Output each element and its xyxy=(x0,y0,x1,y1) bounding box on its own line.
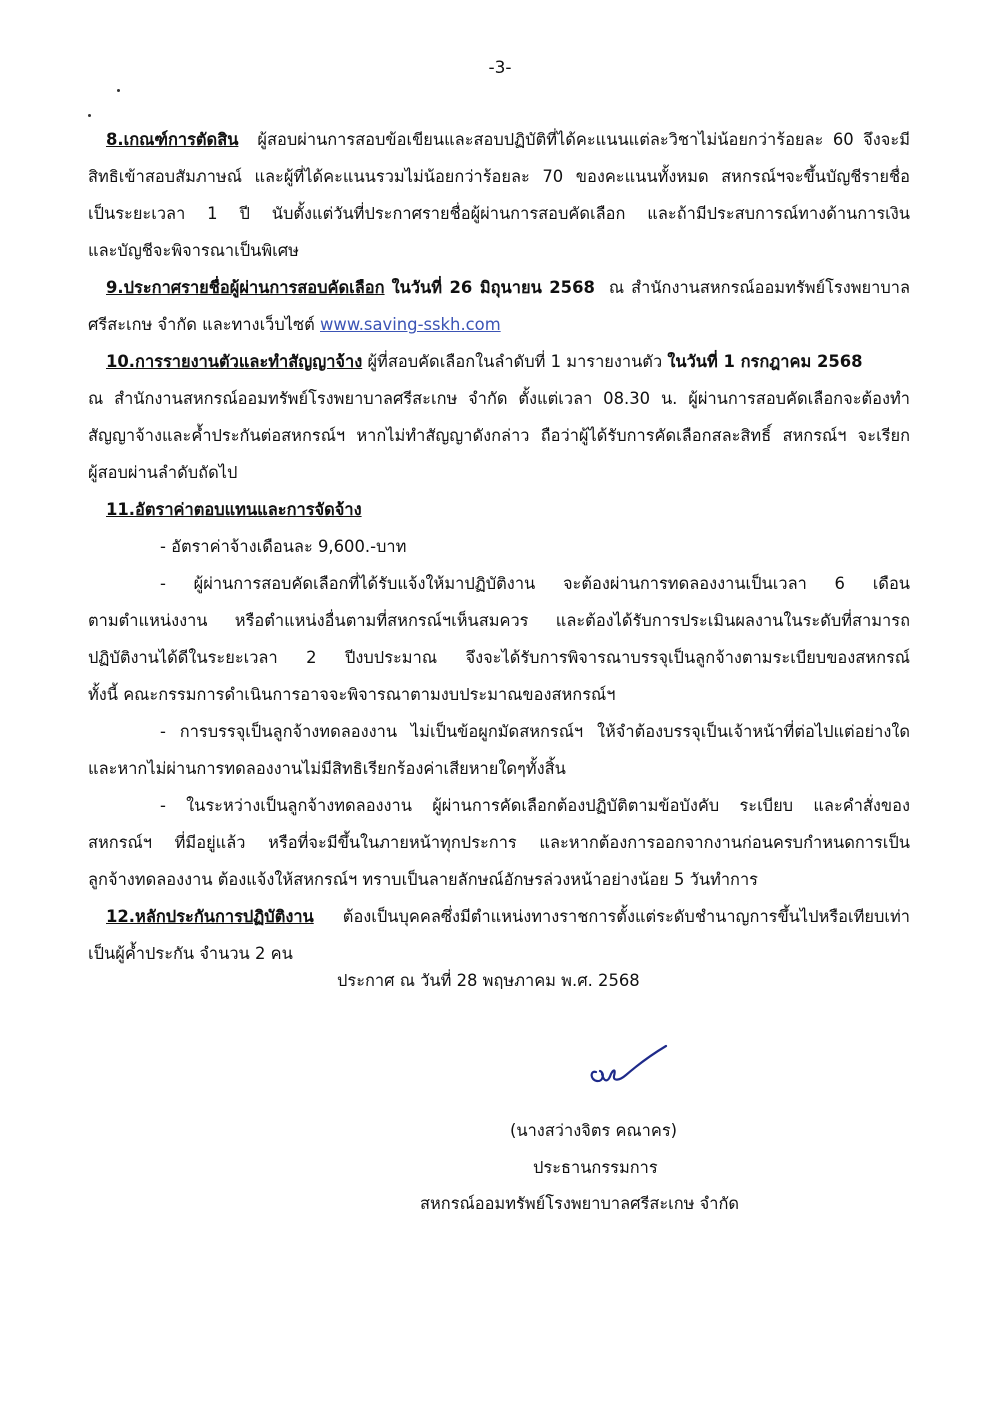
section-8-line xyxy=(88,121,910,158)
section-11-line xyxy=(88,491,910,528)
section-8-line: สิทธิเข้าสอบสัมภาษณ์ และผู้ที่ได้คะแนนรวมไม่น้อยกว่าร้อยละ 70 ของคะแนนทั้งหมด สหกรณ์ฯจะขึ้นบัญชีรายชื่อ xyxy=(88,167,910,186)
section-12-text: ต้องเป็นบุคคลซึ่งมีตำแหน่งทางราชการตั้งแต่ระดับชำนาญการขึ้นไปหรือเทียบเท่า xyxy=(342,907,910,926)
scan-speck xyxy=(88,114,91,117)
section-11-line: และหากไม่ผ่านการทดลองงานไม่มีสิทธิเรียกร้องค่าเสียหายใดๆทั้งสิ้น xyxy=(88,759,566,778)
section-10-line: ผู้สอบผ่านลำดับถัดไป xyxy=(88,463,238,482)
handwritten-signature xyxy=(586,1040,676,1090)
section-9-date: ในวันที่ 26 มิถุนายน 2568 xyxy=(391,278,595,297)
website-link[interactable]: www.saving-sskh.com xyxy=(320,315,501,334)
section-11-line: ลูกจ้างทดลองงาน ต้องแจ้งให้สหกรณ์ฯ ทราบเป็นลายลักษณ์อักษรล่วงหน้าอย่างน้อย 5 วันทำการ xyxy=(88,870,758,889)
section-10-line xyxy=(88,343,910,380)
section-9-line xyxy=(88,306,910,343)
section-11-bullet: - อัตราค่าจ้างเดือนละ 9,600.-บาท xyxy=(160,537,407,556)
section-11-line: ตามตำแหน่งงาน หรือตำแหน่งอื่นตามที่สหกรณ์ฯเห็นสมควร และต้องได้รับการประเมินผลงานในระดับที่สามารถ xyxy=(88,611,910,630)
scan-speck xyxy=(117,89,120,92)
section-12-line: เป็นผู้ค้ำประกัน จำนวน 2 คน xyxy=(88,944,293,963)
section-10-line: ณ สำนักงานสหกรณ์ออมทรัพย์โรงพยาบาลศรีสะเกษ จำกัด ตั้งแต่เวลา 08.30 น. ผู้ผ่านการสอบคัดเลือกจะต้องทำ xyxy=(88,389,910,408)
section-11-bullet: - ในระหว่างเป็นลูกจ้างทดลองงาน ผู้ผ่านการคัดเลือกต้องปฏิบัติตามข้อบังคับ ระเบียบ และคำสั่งของ xyxy=(160,796,910,815)
section-11-line: สหกรณ์ฯ ที่มีอยู่แล้ว หรือที่จะมีขึ้นในภายหน้าทุกประการ และหากต้องการออกจากงานก่อนครบกำหนดการเป็น xyxy=(88,833,910,852)
signer-organization: สหกรณ์ออมทรัพย์โรงพยาบาลศรีสะเกษ จำกัด xyxy=(420,1194,740,1213)
section-12-heading: 12.หลักประกันการปฏิบัติงาน xyxy=(106,907,314,926)
section-8-heading: 8.เกณฑ์การตัดสิน xyxy=(106,130,239,149)
section-9-line xyxy=(88,269,910,306)
section-10-text: ผู้ที่สอบคัดเลือกในลำดับที่ 1 มารายงานตัว xyxy=(367,352,663,371)
section-8-line: และบัญชีจะพิจารณาเป็นพิเศษ xyxy=(88,241,299,260)
section-12-line xyxy=(88,898,910,935)
section-9-heading: 9.ประกาศรายชื่อผู้ผ่านการสอบคัดเลือก xyxy=(106,278,385,297)
section-11-bullet: - ผู้ผ่านการสอบคัดเลือกที่ได้รับแจ้งให้มาปฏิบัติงาน จะต้องผ่านการทดลองงานเป็นเวลา 6 เดือน xyxy=(160,574,910,593)
announcement-date: ประกาศ ณ วันที่ 28 พฤษภาคม พ.ศ. 2568 xyxy=(337,971,640,990)
section-10-heading: 10.การรายงานตัวและทำสัญญาจ้าง xyxy=(106,352,363,371)
section-11-bullet: - การบรรจุเป็นลูกจ้างทดลองงาน ไม่เป็นข้อผูกมัดสหกรณ์ฯ ให้จำต้องบรรจุเป็นเจ้าหน้าที่ต่อไปแต่อย่างใด xyxy=(160,722,910,741)
section-10-line: สัญญาจ้างและค้ำประกันต่อสหกรณ์ฯ หากไม่ทำสัญญาดังกล่าว ถือว่าผู้ได้รับการคัดเลือกสละสิทธิ์ สหกรณ์ฯ จะเรียก xyxy=(88,426,910,445)
signer-title: ประธานกรรมการ xyxy=(533,1158,658,1177)
signer-name: (นางสว่างจิตร คณาคร) xyxy=(510,1121,678,1140)
section-10-date: ในวันที่ 1 กรกฎาคม 2568 xyxy=(667,352,863,371)
document-body xyxy=(88,121,910,972)
section-11-line: ทั้งนี้ คณะกรรมการดำเนินการอาจจะพิจารณาตามงบประมาณของสหกรณ์ฯ xyxy=(88,685,616,704)
section-11-heading: 11.อัตราค่าตอบแทนและการจัดจ้าง xyxy=(106,500,362,519)
section-9-text: ศรีสะเกษ จำกัด และทางเว็บไซต์ xyxy=(88,315,315,334)
section-9-text: ณ สำนักงานสหกรณ์ออมทรัพย์โรงพยาบาล xyxy=(608,278,910,297)
section-8-text: ผู้สอบผ่านการสอบข้อเขียนและสอบปฏิบัติที่ได้คะแนนแต่ละวิชาไม่น้อยกว่าร้อยละ 60 จึงจะมี xyxy=(257,130,910,149)
page-number: -3- xyxy=(488,58,512,78)
section-11-line: ปฏิบัติงานได้ดีในระยะเวลา 2 ปีงบประมาณ จึงจะได้รับการพิจารณาบรรจุเป็นลูกจ้างตามระเบียบของสหกรณ์ xyxy=(88,648,910,667)
section-8-line: เป็นระยะเวลา 1 ปี นับตั้งแต่วันที่ประกาศรายชื่อผู้ผ่านการสอบคัดเลือก และถ้ามีประสบการณ์ทางด้านการเงิน xyxy=(88,204,910,223)
